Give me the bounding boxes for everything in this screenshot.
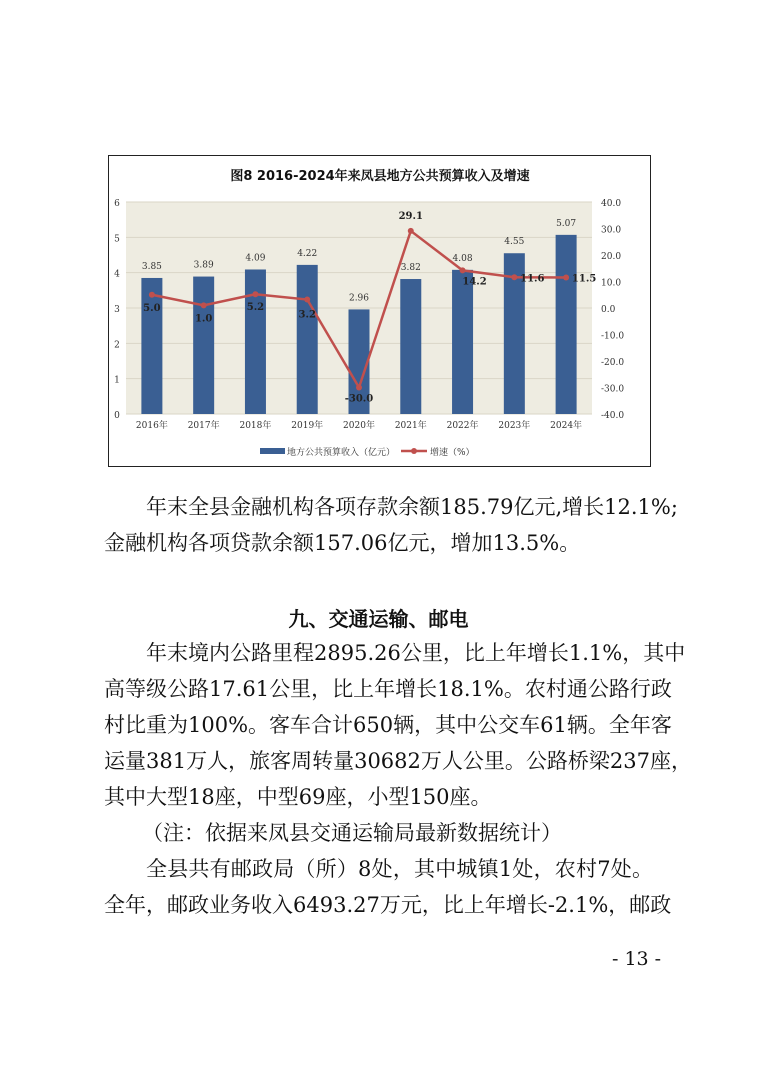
y-right-tick-label: 40.0 [601, 199, 622, 209]
growth-point [149, 292, 155, 298]
bar [400, 279, 421, 414]
y-right-tick-label: -10.0 [601, 331, 625, 342]
y-right-tick-label: 20.0 [601, 252, 622, 262]
growth-point [408, 228, 414, 234]
growth-data-label: 3.2 [298, 309, 316, 321]
growth-data-label: 14.2 [462, 276, 487, 288]
paragraph-line: 村比重为100%。客车合计650辆，其中公交车61辆。全年客 [104, 713, 672, 737]
y-left-tick-label: 5 [114, 234, 120, 245]
paragraph-line: 高等级公路17.61公里，比上年增长18.1%。农村通公路行政 [104, 677, 672, 701]
bar-data-label: 4.22 [297, 248, 318, 259]
paragraph-line: 全县共有邮政局（所）8处，其中城镇1处，农村7处。 [146, 857, 653, 881]
bar-data-label: 3.85 [141, 261, 162, 272]
y-right-tick-label: -40.0 [601, 411, 625, 421]
growth-point [460, 267, 466, 273]
bar-data-label: 2.96 [348, 293, 370, 304]
legend-bar-swatch [260, 448, 285, 454]
bar-data-label: 3.89 [193, 260, 214, 271]
y-left-tick-label: 0 [114, 411, 120, 421]
growth-point [511, 274, 517, 280]
y-left-tick-label: 6 [114, 199, 120, 209]
bar [193, 277, 214, 414]
bar-data-label: 4.09 [245, 253, 266, 264]
growth-point [356, 385, 362, 391]
combo-chart [109, 156, 652, 468]
bar-data-label: 4.08 [452, 253, 473, 264]
bar-data-label: 5.07 [556, 218, 577, 229]
paragraph-line: 全年，邮政业务收入6493.27万元，比上年增长-2.1%，邮政 [104, 893, 672, 917]
y-right-tick-label: 10.0 [601, 278, 622, 289]
paragraph-line: 其中大型18座，中型69座，小型150座。 [104, 785, 492, 809]
legend-bar-label: 地方公共预算收入（亿元） [287, 448, 396, 458]
chart-figure [108, 155, 651, 467]
y-right-tick-label: -20.0 [601, 358, 625, 368]
paragraph-line: 年末境内公路里程2895.26公里，比上年增长1.1%，其中 [146, 641, 686, 665]
y-left-tick-label: 4 [114, 269, 120, 280]
section-heading: 九、交通运输、邮电 [288, 607, 469, 631]
bar [452, 270, 473, 414]
growth-point [201, 302, 207, 308]
growth-point [304, 297, 310, 303]
y-right-tick-label: 30.0 [601, 225, 622, 236]
bar-data-label: 3.82 [400, 263, 421, 274]
growth-data-label: -30.0 [344, 393, 374, 405]
growth-data-label: 1.0 [194, 313, 213, 325]
growth-point [563, 275, 569, 281]
paragraph-line: 金融机构各项贷款余额157.06亿元，增加13.5%。 [104, 531, 581, 555]
x-tick-label: 2018年 [239, 421, 272, 431]
chart-title: 图8 2016-2024年来凤县地方公共预算收入及增速 [230, 169, 530, 184]
y-right-tick-label: -30.0 [601, 384, 625, 395]
bar [556, 235, 577, 414]
growth-data-label: 5.2 [246, 302, 265, 314]
x-tick-label: 2022年 [446, 421, 479, 431]
x-tick-label: 2023年 [498, 421, 531, 431]
x-tick-label: 2016年 [135, 421, 168, 431]
growth-data-label: 5.0 [143, 302, 161, 314]
y-left-tick-label: 1 [114, 375, 120, 386]
x-tick-label: 2024年 [550, 421, 583, 431]
x-tick-label: 2021年 [394, 421, 427, 431]
paragraph-line: 年末全县金融机构各项存款余额185.79亿元,增长12.1%; [146, 495, 678, 519]
bar [297, 265, 318, 414]
growth-data-label: 11.6 [520, 273, 545, 285]
y-right-tick-label: 0.0 [601, 305, 616, 315]
x-tick-label: 2020年 [343, 421, 375, 431]
growth-data-label: 11.5 [571, 273, 597, 285]
note-line: （注：依据来凤县交通运输局最新数据统计） [142, 821, 562, 845]
bar [245, 269, 266, 414]
paragraph-line: 运量381万人，旅客周转量30682万人公里。公路桥梁237座， [104, 749, 692, 773]
y-left-tick-label: 3 [114, 305, 120, 315]
bar-data-label: 4.55 [504, 237, 525, 248]
growth-data-label: 29.1 [398, 210, 423, 222]
legend-line-marker [411, 448, 417, 454]
x-tick-label: 2019年 [291, 421, 324, 431]
x-tick-label: 2017年 [187, 421, 220, 431]
y-left-tick-label: 2 [114, 340, 120, 351]
growth-point [252, 291, 258, 297]
page-number: - 13 - [612, 948, 662, 970]
legend-line-label: 增速（%） [430, 448, 475, 458]
bar [141, 278, 162, 414]
